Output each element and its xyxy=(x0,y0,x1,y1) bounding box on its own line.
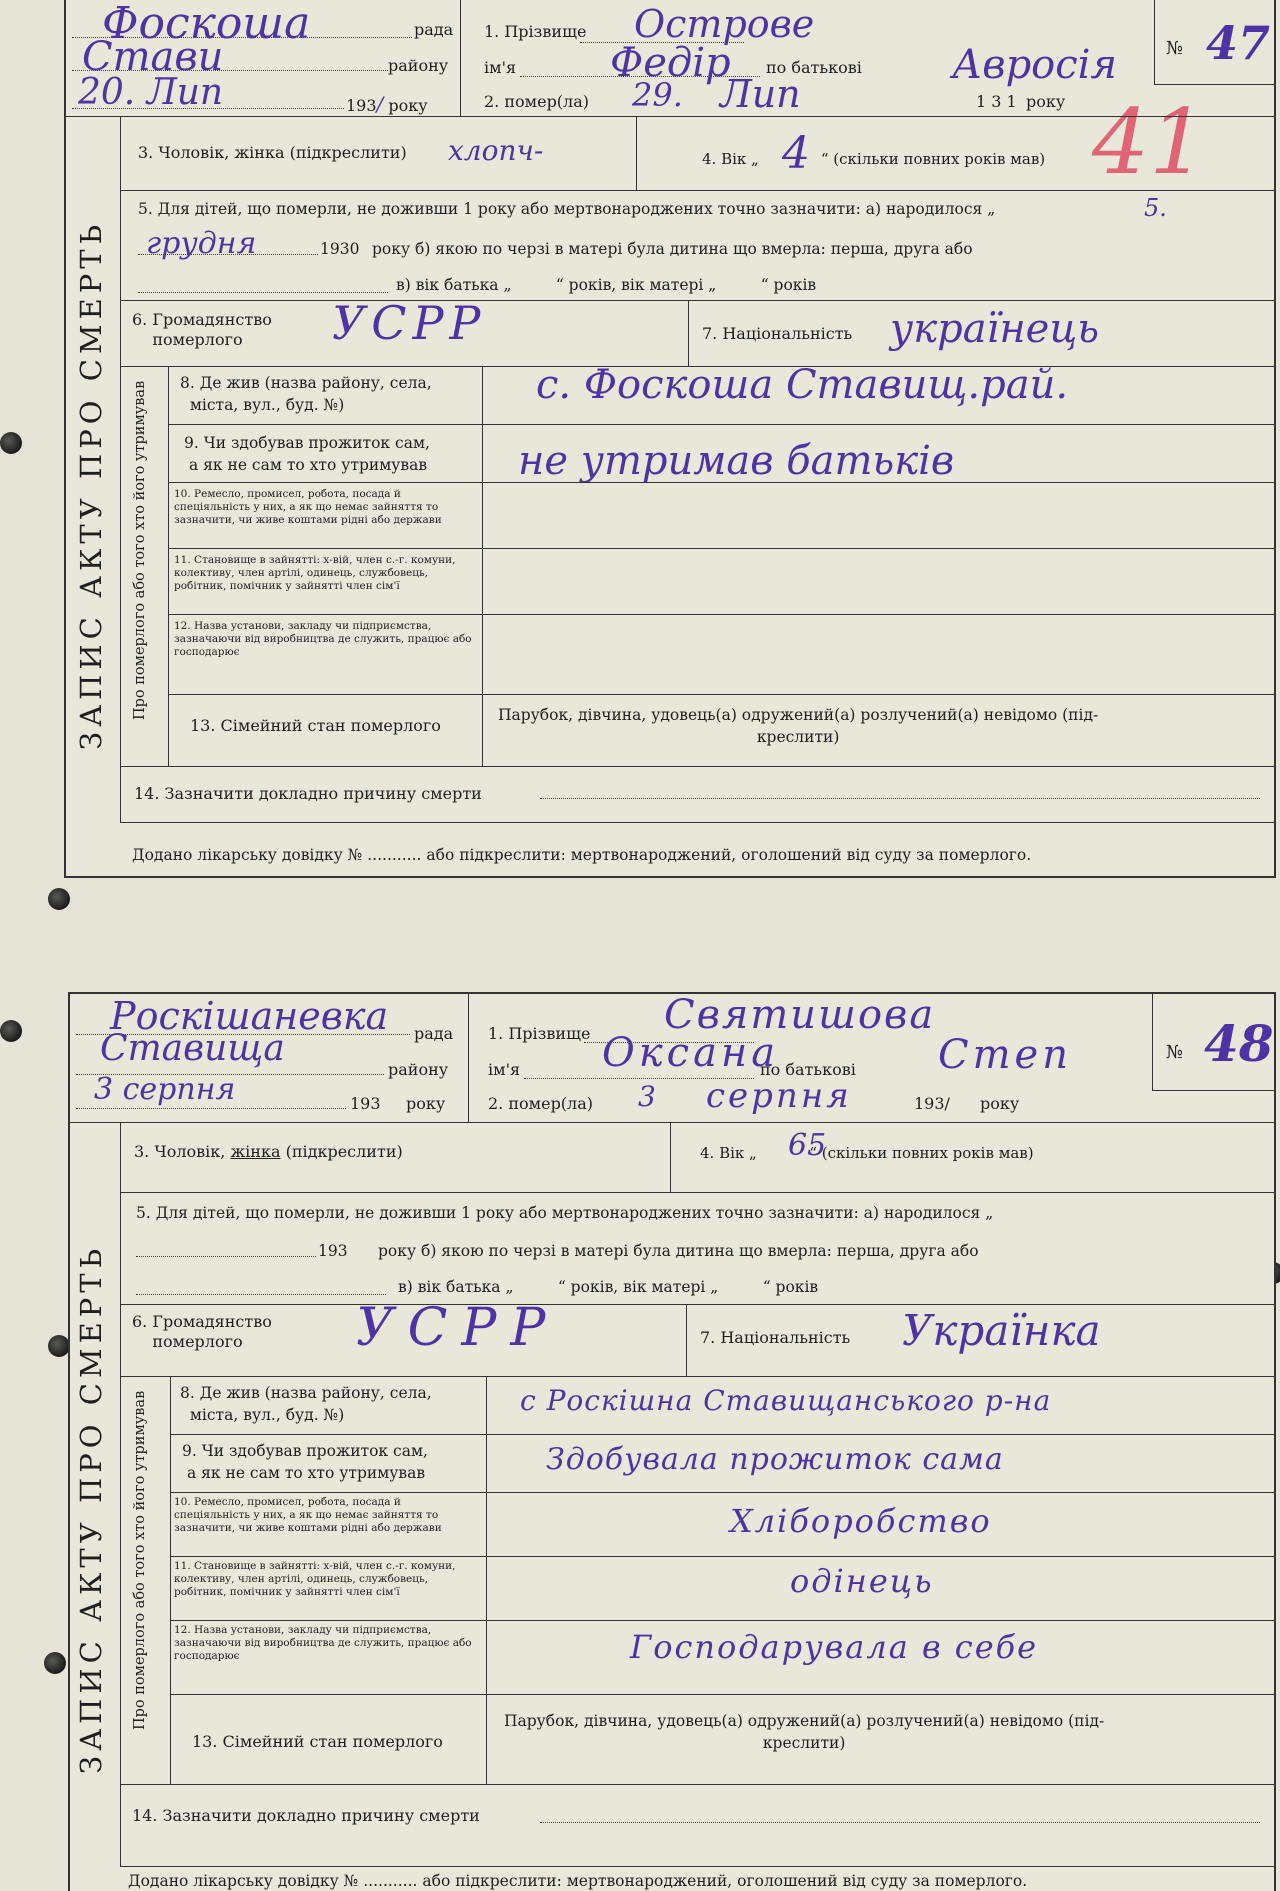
sex-value: хлопч- xyxy=(448,134,544,167)
punch-hole xyxy=(0,1020,22,1042)
field-12-label: 12. Назва установи, закладу чи підприємства, зазначаючи від виробництва де служить, працює або господарює xyxy=(174,620,472,658)
children-label-1: 5. Для дітей, що померли, не доживши 1 року або мертвонароджених точно зазначити: а) народилося „ xyxy=(136,1204,994,1222)
number-label: № xyxy=(1166,38,1184,59)
citizenship-label: 6. Громадянство померлого xyxy=(132,1312,272,1351)
field-13-label: 13. Сімейний стан померлого xyxy=(190,716,441,735)
age-value: 4 xyxy=(782,128,810,179)
nationality-value: Українка xyxy=(902,1306,1101,1355)
child-born-year: 193 xyxy=(318,1242,348,1260)
residence-value: с. Фоскоша Ставищ.рай. xyxy=(536,362,1069,408)
council-label: рада xyxy=(414,1024,454,1043)
district-value: Ставища xyxy=(100,1028,285,1069)
citizenship-value: УСРР xyxy=(332,296,487,350)
status-value: одінець xyxy=(790,1562,934,1600)
death-day: 3 xyxy=(638,1080,656,1113)
surname-label: 1. Прізвище xyxy=(488,1024,591,1043)
field-11-label: 11. Становище в зайнятті: х-вій, член с.-г. комуни, колективу, член артілі, одинець, службовець, робітник, помічник у зайнятті член сім'ї xyxy=(174,1560,456,1598)
marital-options: Парубок, дівчина, удовець(а) одружений(а) розлучений(а) невідомо (під- креслити) xyxy=(498,706,1099,746)
death-record-form-1 xyxy=(64,0,1276,878)
district-label: району xyxy=(388,56,449,75)
punch-hole xyxy=(48,888,70,910)
children-label-1: 5. Для дітей, що померли, не доживши 1 року або мертвонароджених точно зазначити: а) народилося „ xyxy=(138,200,996,218)
form-title: ЗАПИС АКТУ ПРО СМЕРТЬ xyxy=(74,219,108,750)
surname-value: Острове xyxy=(634,2,815,46)
patronymic-label: по батькові xyxy=(760,1060,856,1079)
name-value: Оксана xyxy=(602,1030,780,1076)
field-8-label: 8. Де жив (назва району, села, міста, вул., буд. №) xyxy=(180,374,432,414)
field-14-label: 14. Зазначити докладно причину смерти xyxy=(132,1806,480,1825)
patronymic-label: по батькові xyxy=(766,58,862,77)
side-subtitle: Про померлого або того хто його утримував xyxy=(132,1390,148,1730)
name-label: ім'я xyxy=(488,1060,521,1079)
name-label: ім'я xyxy=(484,58,517,77)
death-year-label: року xyxy=(980,1094,1020,1113)
district-label: району xyxy=(388,1060,449,1079)
residence-value: с Роскішна Ставищанського р-на xyxy=(520,1384,1052,1417)
support-value: Здобувала прожиток сама xyxy=(546,1442,1004,1477)
sex-label: 3. Чоловік, жінка (підкреслити) xyxy=(134,1142,403,1161)
field-12-label: 12. Назва установи, закладу чи підприємства, зазначаючи від виробництва де служить, працює або господарює xyxy=(174,1624,472,1662)
number-label: № xyxy=(1166,1042,1184,1063)
field-10-label: 10. Ремесло, промисел, робота, посада й спеціяльність у них, а як що немає зайняття то зазначити, чи живе коштами рідні або держави xyxy=(174,1496,442,1534)
child-born-day: 5. xyxy=(1144,194,1167,222)
death-year: 193/ xyxy=(914,1094,950,1113)
children-label-2: року б) якою по черзі в матері була дитина що вмерла: перша, друга або xyxy=(378,1242,979,1260)
footer-note: Додано лікарську довідку № ........... або підкреслити: мертвонароджений, оголошений від суду за померлого. xyxy=(132,846,1032,864)
death-record-form-2 xyxy=(68,992,1276,1891)
death-year: 1 3 1 xyxy=(976,92,1017,111)
patronymic-value: Авросія xyxy=(952,42,1117,88)
institution-value: Господарувала в себе xyxy=(630,1628,1039,1666)
record-number: 47 xyxy=(1206,16,1271,70)
field-14-label: 14. Зазначити докладно причину смерти xyxy=(134,784,482,803)
field-13-label: 13. Сімейний стан померлого xyxy=(192,1732,443,1751)
sex-label: 3. Чоловік, жінка (підкреслити) xyxy=(138,143,407,162)
year-label: 193 року xyxy=(350,1094,446,1113)
council-label: рада xyxy=(414,20,454,39)
footer-note: Додано лікарську довідку № ........... або підкреслити: мертвонароджений, оголошений від суду за померлого. xyxy=(128,1872,1028,1890)
punch-hole xyxy=(44,1652,66,1674)
field-11-label: 11. Становище в зайнятті: х-вій, член с.-г. комуни, колективу, член артілі, одинець, службовець, робітник, помічник у зайнятті член сім'ї xyxy=(174,554,456,592)
red-mark: 41 xyxy=(1092,90,1207,195)
children-label-2: року б) якою по черзі в матері була дитина що вмерла: перша, друга або xyxy=(372,240,973,258)
council-value: Фоскоша xyxy=(102,0,311,49)
field-8-label: 8. Де жив (назва району, села, міста, вул., буд. №) xyxy=(180,1384,432,1424)
death-day: 29. xyxy=(632,76,683,114)
age-label: 4. Вік „ “ (скільки повних років мав) xyxy=(700,1144,1034,1162)
age-label: 4. Вік „ “ (скільки повних років мав) xyxy=(702,150,1046,168)
nationality-label: 7. Національність xyxy=(702,324,853,343)
council-value: Роскішаневка xyxy=(110,994,389,1038)
child-born-year: 1930 xyxy=(320,240,360,258)
form-title: ЗАПИС АКТУ ПРО СМЕРТЬ xyxy=(74,1243,108,1774)
nationality-label: 7. Національність xyxy=(700,1328,851,1347)
surname-label: 1. Прізвище xyxy=(484,22,587,41)
death-date-label: 2. помер(ла) xyxy=(488,1094,593,1113)
citizenship-value: УСРР xyxy=(356,1298,560,1358)
support-value: не утримав батьків xyxy=(518,438,955,484)
occupation-value: Хліборобство xyxy=(730,1502,992,1540)
side-subtitle: Про померлого або того хто його утримував xyxy=(132,380,148,720)
surname-value: Святишова xyxy=(664,992,936,1038)
death-month: Лип xyxy=(720,72,801,116)
registration-date: 20. Лип xyxy=(78,72,224,113)
record-number: 48 xyxy=(1204,1014,1274,1073)
nationality-value: українець xyxy=(890,306,1100,352)
death-date-label: 2. помер(ла) xyxy=(484,92,589,111)
citizenship-label: 6. Громадянство померлого xyxy=(132,310,272,349)
children-label-3: в) вік батька „ “ років, вік матері „ “ років xyxy=(398,1278,819,1296)
district-value: Стави xyxy=(82,34,224,80)
name-value: Федір xyxy=(610,40,731,86)
child-born-month: грудня xyxy=(146,226,257,261)
death-year-label: року xyxy=(1026,92,1066,111)
age-value: 65 xyxy=(788,1128,827,1163)
children-label-3: в) вік батька „ “ років, вік матері „ “ років xyxy=(396,276,817,294)
field-10-label: 10. Ремесло, промисел, робота, посада й спеціяльність у них, а як що немає зайняття то зазначити, чи живе коштами рідні або держави xyxy=(174,488,442,526)
year-label: 193/ року xyxy=(346,92,428,116)
marital-options: Парубок, дівчина, удовець(а) одружений(а) розлучений(а) невідомо (під- креслити) xyxy=(504,1712,1105,1752)
punch-hole xyxy=(0,432,22,454)
patronymic-value: Степ xyxy=(938,1032,1072,1078)
field-9-label: 9. Чи здобував прожиток сам, а як не сам то хто утримував xyxy=(184,434,430,474)
field-9-label: 9. Чи здобував прожиток сам, а як не сам то хто утримував xyxy=(182,1442,428,1482)
punch-hole xyxy=(48,1335,70,1357)
death-month: серпня xyxy=(706,1076,852,1116)
registration-date: 3 серпня xyxy=(94,1072,236,1107)
